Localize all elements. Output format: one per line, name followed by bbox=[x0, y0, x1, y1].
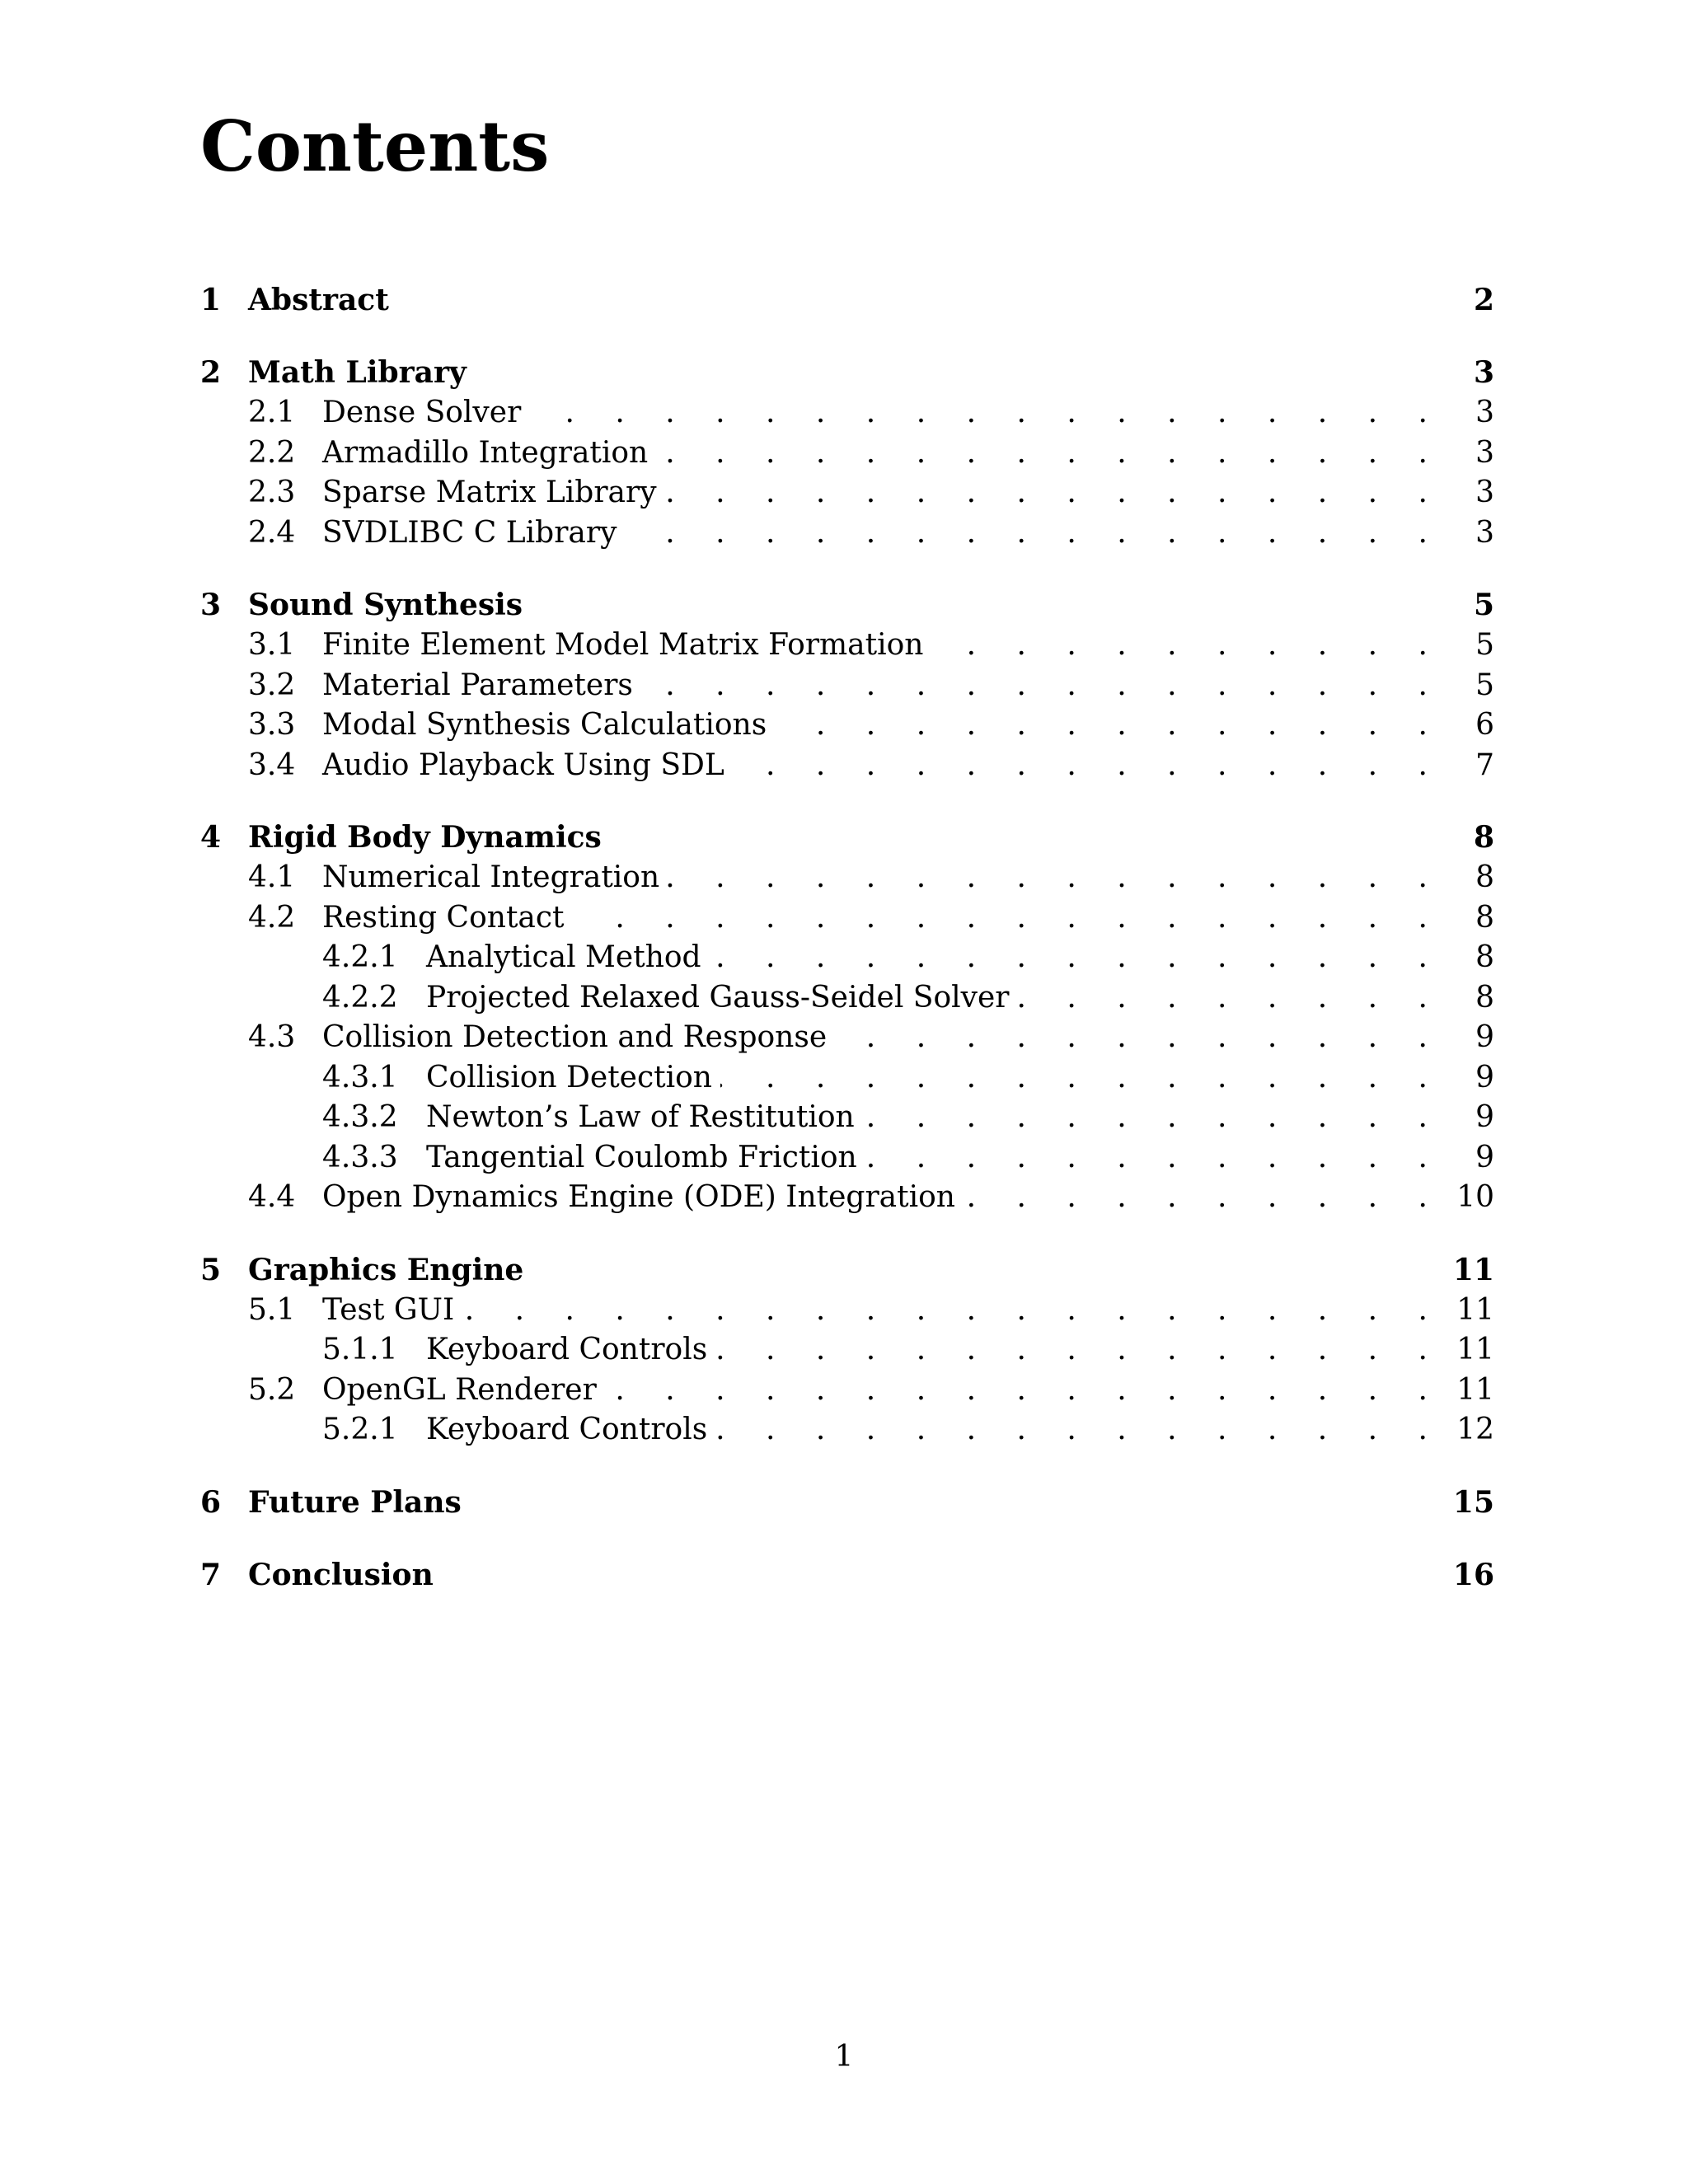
toc-entry-number: 2.4 bbox=[248, 515, 296, 550]
dot-leader bbox=[656, 434, 1443, 474]
toc-subsection[interactable] bbox=[200, 938, 1494, 978]
toc-subsection[interactable] bbox=[200, 1058, 1494, 1099]
toc-section[interactable] bbox=[200, 473, 1494, 513]
toc-entry-number: 5.1 bbox=[248, 1292, 296, 1327]
toc-entry-page: 8 bbox=[1475, 900, 1494, 935]
toc-entry-page: 3 bbox=[1475, 515, 1494, 550]
toc-entry-page: 9 bbox=[1475, 1140, 1494, 1174]
toc-chapter-number: 3 bbox=[200, 588, 222, 622]
toc-entry-page: 9 bbox=[1475, 1060, 1494, 1094]
toc-chapter[interactable] bbox=[200, 1250, 1494, 1291]
toc-entry-page: 9 bbox=[1475, 1100, 1494, 1134]
toc-chapter-number: 6 bbox=[200, 1484, 222, 1520]
toc-chapter-title: Math Library bbox=[248, 355, 467, 390]
toc-entry-title: Resting Contact bbox=[322, 900, 565, 935]
toc-entry-page: 3 bbox=[1475, 476, 1494, 509]
toc-entry-number: 2.3 bbox=[248, 476, 296, 509]
toc-entry-page: 12 bbox=[1456, 1413, 1494, 1446]
page-title: Contents bbox=[200, 105, 550, 187]
dot-leader bbox=[573, 898, 1443, 939]
dot-leader bbox=[1017, 978, 1443, 1019]
toc-chapter-title: Abstract bbox=[248, 283, 389, 317]
toc-entry-page: 3 bbox=[1475, 396, 1494, 429]
toc-chapter-page: 11 bbox=[1452, 1252, 1494, 1287]
dot-leader bbox=[529, 393, 1443, 434]
toc-entry-number: 4.3 bbox=[248, 1020, 296, 1054]
toc-entry-page: 11 bbox=[1456, 1333, 1494, 1366]
toc-entry-number: 4.3.2 bbox=[322, 1100, 398, 1134]
toc-entry-page: 10 bbox=[1456, 1180, 1494, 1214]
dot-leader bbox=[715, 1410, 1443, 1451]
dot-leader bbox=[710, 938, 1443, 978]
toc-entry-title: SVDLIBC C Library bbox=[322, 515, 617, 550]
dot-leader bbox=[775, 705, 1443, 746]
dot-leader bbox=[665, 473, 1443, 513]
toc-entry-number: 4.2 bbox=[248, 900, 296, 935]
toc-section[interactable] bbox=[200, 705, 1494, 746]
toc-chapter[interactable] bbox=[200, 1483, 1494, 1523]
dot-leader bbox=[733, 746, 1443, 786]
toc-subsection[interactable] bbox=[200, 1330, 1494, 1371]
toc-entry-title: Finite Element Model Matrix Formation bbox=[322, 628, 924, 662]
toc-chapter-title: Conclusion bbox=[248, 1557, 434, 1592]
toc-entry-title: Test GUI bbox=[322, 1292, 455, 1327]
toc-chapter-page: 2 bbox=[1473, 283, 1494, 317]
dot-leader bbox=[668, 858, 1443, 898]
toc-subsection[interactable] bbox=[200, 1098, 1494, 1138]
toc-entry-number: 3.1 bbox=[248, 628, 296, 662]
dot-leader bbox=[964, 1178, 1443, 1218]
toc-entry-number: 5.1.1 bbox=[322, 1333, 398, 1366]
dot-leader bbox=[835, 1018, 1443, 1058]
toc-entry-number: 4.2.1 bbox=[322, 940, 398, 974]
toc-entry-title: Numerical Integration bbox=[322, 860, 660, 894]
toc-entry-page: 9 bbox=[1475, 1020, 1494, 1054]
toc-section[interactable] bbox=[200, 434, 1494, 474]
toc-entry-page: 11 bbox=[1456, 1372, 1494, 1407]
toc-entry-page: 3 bbox=[1475, 435, 1494, 470]
toc-chapter-number: 1 bbox=[200, 283, 222, 317]
toc-chapter-page: 5 bbox=[1473, 588, 1494, 622]
toc-entry-title: OpenGL Renderer bbox=[322, 1372, 597, 1407]
toc-entry-title: Newton’s Law of Restitution bbox=[426, 1100, 855, 1134]
toc-entry-title: Dense Solver bbox=[322, 396, 522, 429]
toc-entry-number: 3.4 bbox=[248, 748, 296, 782]
toc-section[interactable] bbox=[200, 1178, 1494, 1218]
dot-leader bbox=[462, 1291, 1443, 1331]
toc-entry-page: 8 bbox=[1475, 860, 1494, 894]
toc-chapter[interactable] bbox=[200, 818, 1494, 858]
dot-leader bbox=[865, 1138, 1443, 1179]
toc-section[interactable] bbox=[200, 1291, 1494, 1331]
toc-chapter-number: 4 bbox=[200, 820, 222, 855]
dot-leader bbox=[863, 1098, 1443, 1138]
toc-chapter-number: 2 bbox=[200, 355, 222, 390]
toc-entry-number: 4.3.3 bbox=[322, 1140, 398, 1174]
toc-entry-title: Armadillo Integration bbox=[322, 435, 649, 470]
toc-subsection[interactable] bbox=[200, 1410, 1494, 1451]
toc-section[interactable] bbox=[200, 746, 1494, 786]
toc-section[interactable] bbox=[200, 666, 1494, 706]
toc-chapter[interactable] bbox=[200, 1555, 1494, 1596]
dot-leader bbox=[605, 1371, 1443, 1411]
toc-entry-title: Tangential Coulomb Friction bbox=[426, 1140, 857, 1174]
toc-entry-title: Material Parameters bbox=[322, 668, 633, 702]
toc-chapter[interactable] bbox=[200, 280, 1494, 321]
toc-chapter-page: 3 bbox=[1473, 355, 1494, 390]
dot-leader bbox=[931, 626, 1443, 666]
toc-entry-page: 8 bbox=[1475, 980, 1494, 1015]
toc-chapter-title: Sound Synthesis bbox=[248, 588, 523, 622]
toc-entry-number: 2.2 bbox=[248, 435, 296, 470]
toc-section[interactable] bbox=[200, 1018, 1494, 1058]
toc-entry-number: 4.3.1 bbox=[322, 1060, 398, 1094]
toc-entry-title: Open Dynamics Engine (ODE) Integration bbox=[322, 1180, 955, 1214]
toc-chapter[interactable] bbox=[200, 353, 1494, 393]
toc-section[interactable] bbox=[200, 1371, 1494, 1411]
toc-section[interactable] bbox=[200, 393, 1494, 434]
toc-chapter-page: 8 bbox=[1473, 820, 1494, 855]
toc-entry-number: 3.3 bbox=[248, 708, 296, 742]
toc-entry-page: 11 bbox=[1456, 1292, 1494, 1327]
table-of-contents bbox=[200, 280, 1494, 1596]
toc-chapter-number: 5 bbox=[200, 1252, 222, 1287]
toc-entry-title: Keyboard Controls bbox=[426, 1333, 708, 1366]
toc-chapter-page: 16 bbox=[1452, 1557, 1494, 1592]
toc-chapter-title: Future Plans bbox=[248, 1484, 462, 1520]
toc-entry-title: Projected Relaxed Gauss-Seidel Solver bbox=[426, 980, 1010, 1015]
toc-chapter[interactable] bbox=[200, 585, 1494, 626]
dot-leader bbox=[641, 666, 1443, 706]
toc-section[interactable] bbox=[200, 513, 1494, 554]
toc-entry-title: Audio Playback Using SDL bbox=[322, 748, 724, 782]
toc-entry-number: 4.4 bbox=[248, 1180, 296, 1214]
toc-chapter-title: Rigid Body Dynamics bbox=[248, 820, 602, 855]
page-number: 1 bbox=[834, 2040, 854, 2074]
toc-entry-page: 5 bbox=[1475, 668, 1494, 702]
toc-entry-page: 5 bbox=[1475, 628, 1494, 662]
toc-entry-title: Sparse Matrix Library bbox=[322, 476, 657, 509]
toc-entry-title: Collision Detection and Response bbox=[322, 1020, 828, 1054]
toc-chapter-title: Graphics Engine bbox=[248, 1252, 524, 1287]
toc-chapter-number: 7 bbox=[200, 1557, 222, 1592]
toc-entry-number: 2.1 bbox=[248, 396, 296, 429]
toc-entry-number: 5.2.1 bbox=[322, 1413, 398, 1446]
toc-entry-page: 7 bbox=[1475, 748, 1494, 782]
toc-entry-number: 3.2 bbox=[248, 668, 296, 702]
toc-entry-title: Collision Detection bbox=[426, 1060, 712, 1094]
toc-entry-number: 5.2 bbox=[248, 1372, 296, 1407]
toc-subsection[interactable] bbox=[200, 978, 1494, 1019]
toc-entry-title: Analytical Method bbox=[426, 940, 701, 974]
toc-chapter-page: 15 bbox=[1452, 1484, 1494, 1520]
dot-leader bbox=[715, 1330, 1443, 1371]
toc-entry-title: Keyboard Controls bbox=[426, 1413, 708, 1446]
toc-entry-number: 4.2.2 bbox=[322, 980, 398, 1015]
dot-leader bbox=[625, 513, 1443, 554]
toc-section[interactable] bbox=[200, 626, 1494, 666]
toc-subsection[interactable] bbox=[200, 1138, 1494, 1179]
toc-entry-page: 6 bbox=[1475, 708, 1494, 742]
toc-entry-title: Modal Synthesis Calculations bbox=[322, 708, 767, 742]
dot-leader bbox=[720, 1058, 1443, 1099]
toc-entry-number: 4.1 bbox=[248, 860, 296, 894]
toc-section[interactable] bbox=[200, 898, 1494, 939]
toc-section[interactable] bbox=[200, 858, 1494, 898]
toc-entry-page: 8 bbox=[1475, 940, 1494, 974]
